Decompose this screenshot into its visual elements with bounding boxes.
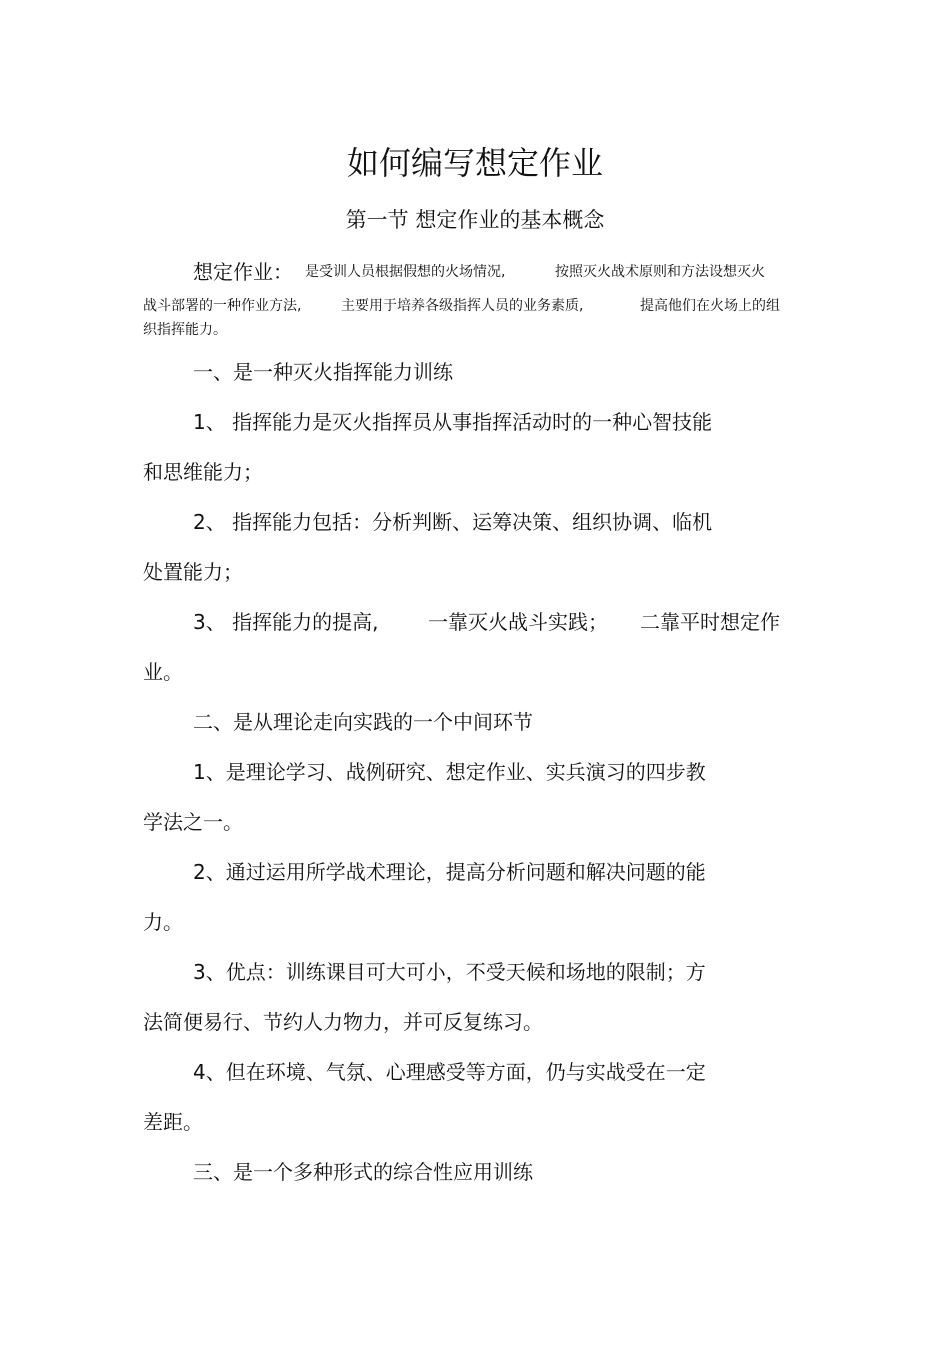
part1-item3-line1-c: 二靠平时想定作 bbox=[640, 610, 780, 634]
definition-line1-b: 按照灭火战术原则和方法设想灭火 bbox=[555, 264, 765, 280]
definition-line3: 织指挥能力。 bbox=[143, 322, 227, 338]
part1-item3-line2: 业。 bbox=[143, 660, 183, 684]
part2-item3-line1: 3、优点：训练课目可大可小，不受天候和场地的限制；方 bbox=[193, 960, 706, 984]
part2-item4-line1: 4、但在环境、气氛、心理感受等方面，仍与实战受在一定 bbox=[193, 1060, 706, 1084]
definition-line2-b: 主要用于培养各级指挥人员的业务素质, bbox=[341, 298, 584, 314]
part2-item2-line1: 2、通过运用所学战术理论，提高分析问题和解决问题的能 bbox=[193, 860, 706, 884]
document-title: 如何编写想定作业 bbox=[346, 144, 603, 182]
part1-item1-line2: 和思维能力； bbox=[143, 460, 263, 484]
part2-item3-line2: 法简便易行、节约人力物力，并可反复练习。 bbox=[143, 1010, 543, 1034]
part1-item3-line1-a: 3、 指挥能力的提高, bbox=[193, 610, 379, 634]
part3-heading: 三、是一个多种形式的综合性应用训练 bbox=[193, 1160, 533, 1184]
definition-term: 想定作业： bbox=[193, 260, 293, 284]
part1-item2-line1: 2、 指挥能力包括：分析判断、运筹决策、组织协调、临机 bbox=[193, 510, 713, 534]
definition-line1-a: 是受训人员根据假想的火场情况, bbox=[305, 264, 506, 280]
part2-item1-line2: 学法之一。 bbox=[143, 810, 243, 834]
part1-heading: 一、是一种灭火指挥能力训练 bbox=[193, 360, 453, 384]
part2-item1-line1: 1、是理论学习、战例研究、想定作业、实兵演习的四步教 bbox=[193, 760, 706, 784]
definition-line2-a: 战斗部署的一种作业方法, bbox=[143, 298, 302, 314]
part1-item1-line1: 1、 指挥能力是灭火指挥员从事指挥活动时的一种心智技能 bbox=[193, 410, 713, 434]
part2-heading: 二、是从理论走向实践的一个中间环节 bbox=[193, 710, 533, 734]
section-title: 第一节 想定作业的基本概念 bbox=[345, 208, 605, 232]
part2-item4-line2: 差距。 bbox=[143, 1110, 203, 1134]
part1-item2-line2: 处置能力； bbox=[143, 560, 243, 584]
part1-item3-line1-b: 一靠灭火战斗实践； bbox=[428, 610, 608, 634]
part2-item2-line2: 力。 bbox=[143, 910, 183, 934]
definition-line2-c: 提高他们在火场上的组 bbox=[640, 298, 780, 314]
